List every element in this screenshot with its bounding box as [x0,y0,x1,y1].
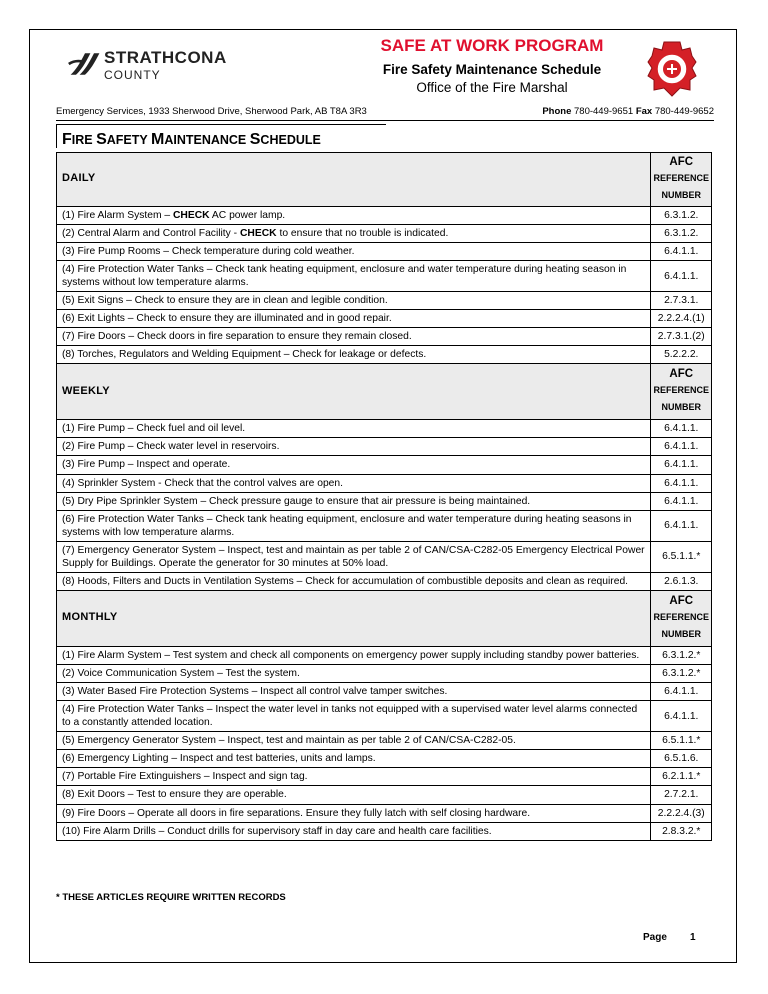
task-description: (2) Central Alarm and Control Facility - CHECK to ensure that no trouble is indicated. [57,224,651,242]
task-description: (7) Emergency Generator System – Inspect, test and maintain as per table 2 of CAN/CSA-C282-05 Emergency Electrical Power Supply for Buildings. Operate the generator for 30 minutes at 50% load. [57,541,651,572]
logo-line-2: COUNTY [104,68,161,82]
section-label: MONTHLY [57,590,651,646]
section-label: DAILY [57,153,651,207]
ref-column-header [651,364,712,420]
table-row [57,474,712,492]
table-row [57,665,712,683]
logo-line-1: STRATHCONA [104,48,227,67]
task-description: (8) Torches, Regulators and Welding Equipment – Check for leakage or defects. [57,346,651,364]
afc-reference-number: 6.4.1.1. [651,420,712,438]
table-row [57,786,712,804]
task-description: (10) Fire Alarm Drills – Conduct drills for supervisory staff in day care and health care facilities. [57,822,651,840]
task-description: (4) Fire Protection Water Tanks – Check tank heating equipment, enclosure and water temperature during heating season in systems without low temperature alarms. [57,260,651,291]
task-description: (1) Fire Alarm System – CHECK AC power lamp. [57,206,651,224]
table-row [57,822,712,840]
ref-afc: AFC [669,156,694,168]
fax-number: 780-449-9652 [654,106,714,117]
ref-afc: AFC [669,595,694,608]
task-description: (4) Fire Protection Water Tanks – Inspect the water level in tanks not equipped with a supervised water level alarms connected to a constantly attended location. [57,701,651,732]
ref-word-number: NUMBER [661,189,701,200]
table-row [57,420,712,438]
table-row [57,572,712,590]
afc-reference-number: 2.2.2.4.(3) [651,804,712,822]
table-row [57,206,712,224]
task-description: (4) Sprinkler System - Check that the control valves are open. [57,474,651,492]
office-name: Office of the Fire Marshal [416,80,568,95]
ref-afc: AFC [669,368,694,381]
table-row [57,768,712,786]
table-row [57,438,712,456]
footnote: * THESE ARTICLES REQUIRE WRITTEN RECORDS [56,892,286,903]
task-description: (6) Exit Lights – Check to ensure they are illuminated and in good repair. [57,310,651,328]
task-description: (3) Fire Pump Rooms – Check temperature during cold weather. [57,242,651,260]
afc-reference-number: 2.7.3.1. [651,292,712,310]
afc-reference-number: 2.7.2.1. [651,786,712,804]
task-description: (5) Exit Signs – Check to ensure they are in clean and legible condition. [57,292,651,310]
afc-reference-number: 6.4.1.1. [651,701,712,732]
contact-numbers [542,106,714,117]
ref-word-number: NUMBER [661,628,701,639]
table-row [57,328,712,346]
table-row [57,683,712,701]
section-label: WEEKLY [57,364,651,420]
task-description: (1) Fire Pump – Check fuel and oil level. [57,420,651,438]
afc-reference-number: 6.2.1.1.* [651,768,712,786]
afc-reference-number: 6.4.1.1. [651,510,712,541]
afc-reference-number: 6.5.1.6. [651,750,712,768]
ref-column-header [651,153,712,207]
section-header-weekly [57,364,712,420]
afc-reference-number: 6.4.1.1. [651,242,712,260]
table-row [57,701,712,732]
task-description: (7) Fire Doors – Check doors in fire separation to ensure they remain closed. [57,328,651,346]
afc-reference-number: 6.4.1.1. [651,492,712,510]
table-row [57,646,712,664]
page-number: 1 [690,932,696,943]
table-row [57,541,712,572]
page-label: Page [643,932,667,943]
table-row [57,224,712,242]
header-divider [56,120,714,121]
afc-reference-number: 6.4.1.1. [651,438,712,456]
afc-reference-number: 5.2.2.2. [651,346,712,364]
table-row [57,492,712,510]
task-description: (6) Emergency Lighting – Inspect and test batteries, units and lamps. [57,750,651,768]
maintenance-table [56,152,712,841]
task-description: (3) Water Based Fire Protection Systems – Inspect all control valve tamper switches. [57,683,651,701]
task-description: (8) Hoods, Filters and Ducts in Ventilation Systems – Check for accumulation of combustible deposits and clean as required. [57,572,651,590]
afc-reference-number: 6.3.1.2. [651,206,712,224]
schedule-subtitle: Fire Safety Maintenance Schedule [382,62,602,77]
ref-word-reference: REFERENCE [653,611,709,622]
table-row [57,732,712,750]
afc-reference-number: 2.2.2.4.(1) [651,310,712,328]
table-row [57,804,712,822]
ref-word-reference: REFERENCE [653,385,709,396]
afc-reference-number: 2.7.3.1.(2) [651,328,712,346]
address: Emergency Services, 1933 Sherwood Drive, Sherwood Park, AB T8A 3R3 [56,106,367,117]
task-description: (9) Fire Doors – Operate all doors in fire separations. Ensure they fully latch with self closing hardware. [57,804,651,822]
table-row [57,242,712,260]
afc-reference-number: 6.4.1.1. [651,260,712,291]
table-row [57,510,712,541]
logo-wordmark [104,49,227,81]
strathcona-logo-icon [67,46,103,82]
afc-reference-number: 6.3.1.2.* [651,646,712,664]
task-description: (2) Voice Communication System – Test the system. [57,665,651,683]
task-description: (2) Fire Pump – Check water level in reservoirs. [57,438,651,456]
page-title: FIRE SAFETY MAINTENANCE SCHEDULE [62,131,321,148]
section-header-daily [57,153,712,207]
task-description: (8) Exit Doors – Test to ensure they are operable. [57,786,651,804]
phone-number: 780-449-9651 [574,106,634,117]
afc-reference-number: 6.5.1.1.* [651,732,712,750]
afc-reference-number: 6.3.1.2. [651,224,712,242]
task-description: (5) Emergency Generator System – Inspect, test and maintain as per table 2 of CAN/CSA-C282-05. [57,732,651,750]
ref-word-reference: REFERENCE [653,172,709,183]
table-row [57,456,712,474]
afc-reference-number: 6.4.1.1. [651,456,712,474]
header-titles [362,36,622,95]
task-description: (5) Dry Pipe Sprinkler System – Check pressure gauge to ensure that air pressure is being maintained. [57,492,651,510]
table-row [57,260,712,291]
afc-reference-number: 6.4.1.1. [651,474,712,492]
phone-label: Phone [542,106,572,117]
program-title: SAFE AT WORK PROGRAM [380,36,604,55]
table-row [57,346,712,364]
afc-reference-number: 2.6.1.3. [651,572,712,590]
afc-reference-number: 6.3.1.2.* [651,665,712,683]
afc-reference-number: 6.5.1.1.* [651,541,712,572]
ref-column-header [651,590,712,646]
task-description: (1) Fire Alarm System – Test system and check all components on emergency power supply including standby power batteries. [57,646,651,664]
afc-reference-number: 2.8.3.2.* [651,822,712,840]
table-row [57,750,712,768]
section-header-monthly [57,590,712,646]
afc-reference-number: 6.4.1.1. [651,683,712,701]
fire-department-emblem-icon [646,40,698,98]
task-description: (7) Portable Fire Extinguishers – Inspect and sign tag. [57,768,651,786]
ref-word-number: NUMBER [661,402,701,413]
task-description: (6) Fire Protection Water Tanks – Check tank heating equipment, enclosure and water temperature during heating seasons in systems with low temperature alarms. [57,510,651,541]
table-row [57,310,712,328]
fax-label: Fax [635,106,653,117]
task-description: (3) Fire Pump – Inspect and operate. [57,456,651,474]
table-row [57,292,712,310]
